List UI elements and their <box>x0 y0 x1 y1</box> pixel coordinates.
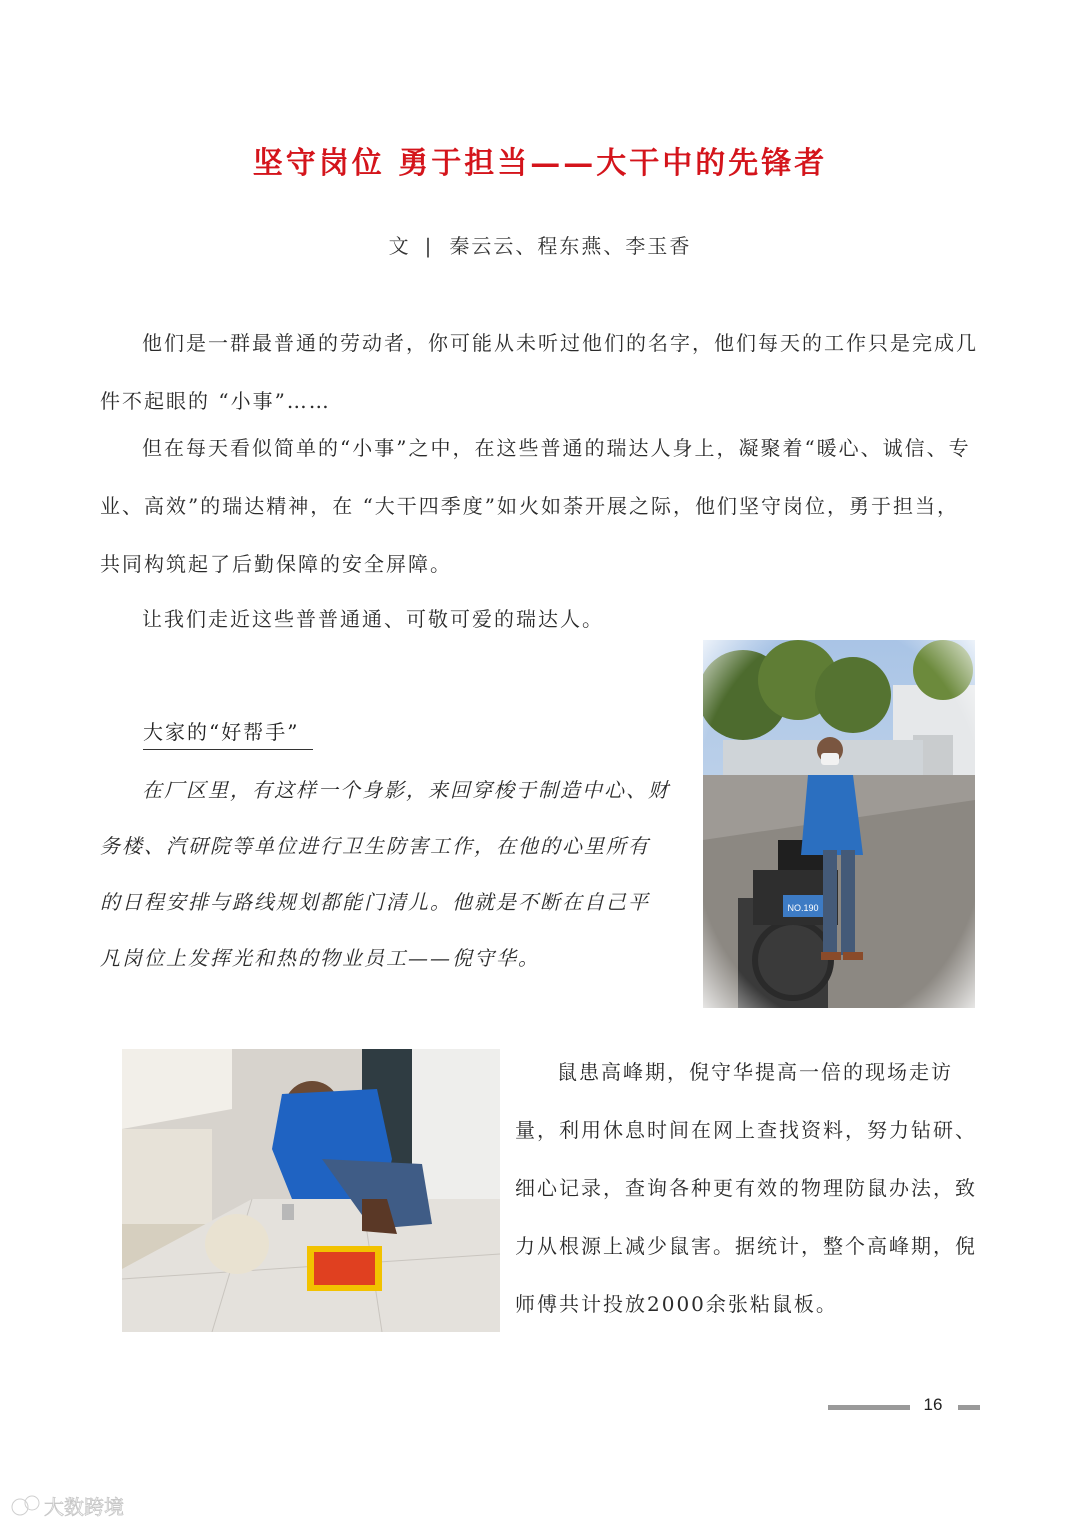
photo-worker-placing-glue-board <box>122 1049 500 1332</box>
footer-bar-right <box>958 1405 980 1410</box>
byline-prefix: 文 <box>388 234 411 258</box>
intro-paragraph-3: 让我们走近这些普普通通、可敬可爱的瑞达人。 <box>142 607 604 631</box>
section-italic-paragraph: 在厂区里，有这样一个身影，来回穿梭于制造中心、财务楼、汽研院等单位进行卫生防害工作，在他的心里所有的日程安排与路线规划都能门清儿。他就是不断在自己平凡岗位上发挥光和热的物业员工——倪守华。 <box>100 778 670 970</box>
page-number: 16 <box>923 1395 943 1414</box>
section-heading: 大家的“好帮手” <box>143 716 313 750</box>
footer-bar-left <box>828 1405 910 1410</box>
intro-paragraph-2: 但在每天看似简单的“小事”之中，在这些普通的瑞达人身上，凝聚着“暖心、诚信、专业、高效”的瑞达精神，在 “大干四季度”如火如荼开展之际，他们坚守岗位，勇于担当，共同构筑起了后勤保障的安全屏障。 <box>100 436 971 576</box>
watermark-text: 大数跨境 <box>44 1495 124 1519</box>
intro-paragraph-1: 他们是一群最普通的劳动者，你可能从未听过他们的名字，他们每天的工作只是完成几件不起眼的 “小事”…… <box>100 331 978 413</box>
section-right-paragraph: 鼠患高峰期，倪守华提高一倍的现场走访量，利用休息时间在网上查找资料，努力钻研、细心记录，查询各种更有效的物理防鼠办法，致力从根源上减少鼠害。据统计，整个高峰期，倪师傅共计投放2000余张粘鼠板。 <box>515 1060 977 1316</box>
article-title: 坚守岗位 勇于担当——大干中的先锋者 <box>252 146 828 181</box>
byline-separator: | <box>424 234 434 258</box>
photo-worker-with-bicycle <box>703 640 975 1008</box>
byline <box>0 230 1080 259</box>
watermark-logo <box>8 1491 148 1521</box>
byline-authors: 秦云云、程东燕、李玉香 <box>449 234 692 258</box>
